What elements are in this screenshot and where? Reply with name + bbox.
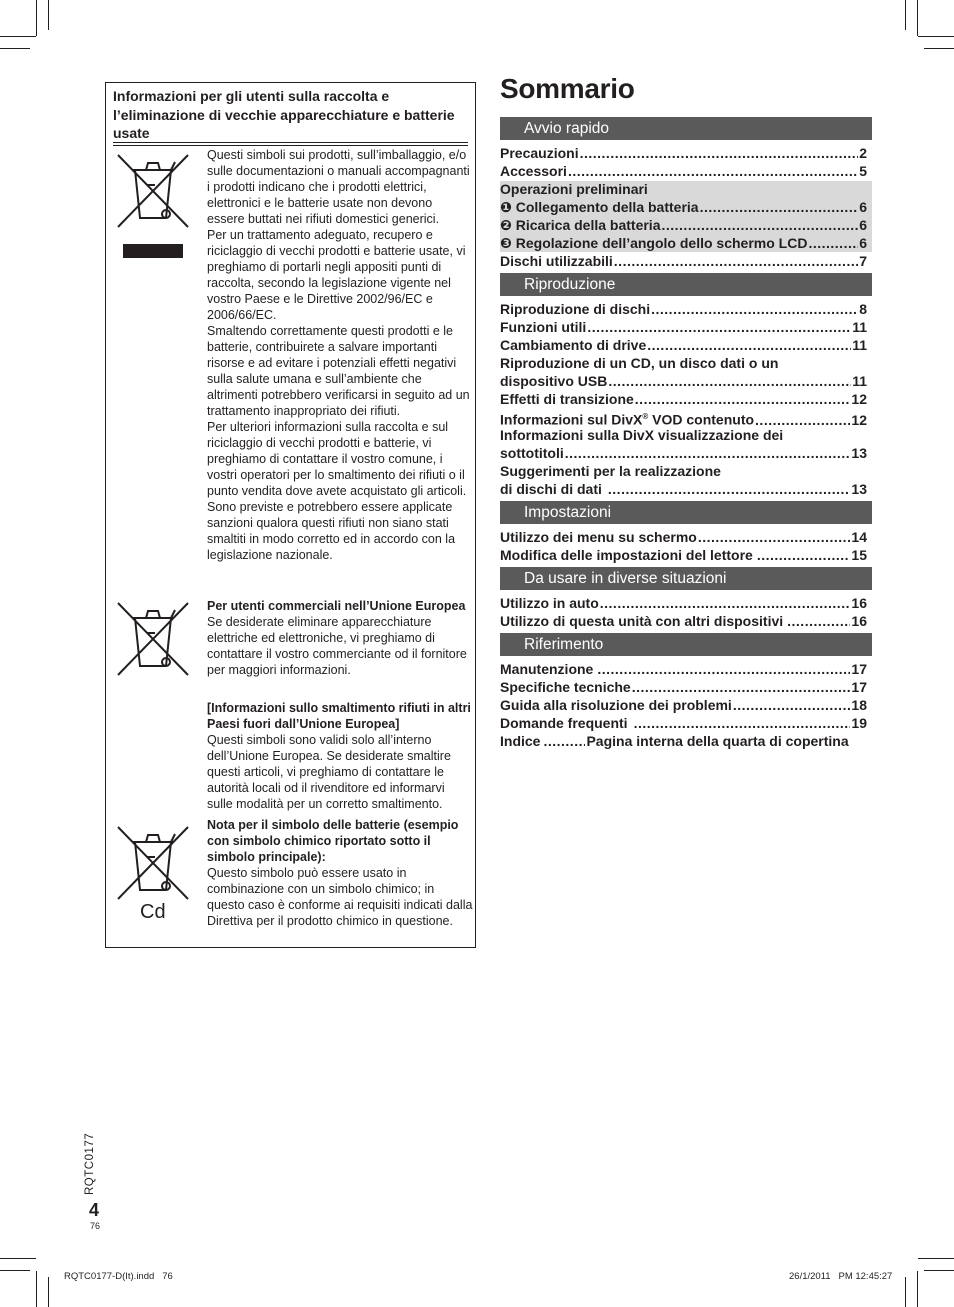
- toc-subheading: Operazioni preliminari: [500, 181, 648, 197]
- page-number: 4: [89, 1200, 100, 1220]
- toc-entry-page: Pagina interna della quarta di copertina: [586, 733, 849, 749]
- toc-entry-page: 18: [851, 697, 867, 713]
- toc-entry-label: Precauzioni: [500, 145, 579, 161]
- leader-dots: [757, 546, 851, 564]
- crossed-out-wheelie-bin-icon: [115, 152, 191, 230]
- page-number-small: 76: [90, 1221, 101, 1231]
- leader-dots: [568, 162, 858, 180]
- business-users-heading: Per utenti commerciali nell’Unione Europea: [207, 599, 466, 613]
- crop-mark: [0, 36, 36, 37]
- non-eu-heading: [Informazioni sullo smaltimento rifiuti in altri Paesi fuori dall’Unione Europea]: [207, 701, 471, 731]
- leader-dots: [698, 528, 851, 546]
- toc-entry-label: Accessori: [500, 163, 567, 179]
- toc-entry[interactable]: [500, 336, 867, 354]
- toc-entry-line: Suggerimenti per la realizzazione: [500, 463, 721, 479]
- toc-entry-label: di dischi di dati: [500, 481, 602, 497]
- paragraph: Sono previste e potrebbero essere applicate sanzioni qualora questi rifiuti non siano stati smaltiti in modo corretto ed in accordo con la legislazione nazionale.: [207, 500, 456, 562]
- toc-entry-label: Utilizzo in auto: [500, 595, 599, 611]
- non-eu-disposal-text: [207, 700, 473, 812]
- crop-mark: [924, 48, 954, 49]
- toc-entry[interactable]: [500, 252, 867, 270]
- toc-entry-label: Indice: [500, 733, 541, 749]
- toc-entry-label: ❸ Regolazione dell’angolo dello schermo LCD: [500, 235, 808, 251]
- toc-entry-label: Domande frequenti: [500, 715, 628, 731]
- toc-entry-label: Effetti di transizione: [500, 391, 634, 407]
- crossed-out-wheelie-bin-icon: [115, 600, 191, 678]
- paragraph: Questo simbolo può essere usato in combinazione con un simbolo chimico; in questo caso è conforme ai requisiti indicati dalla Direttiva per il prodotto chimico in questione.: [207, 866, 473, 928]
- toc-entry-page: 11: [852, 373, 867, 389]
- toc-entry[interactable]: [500, 216, 867, 234]
- toc-entry[interactable]: [500, 528, 867, 546]
- crop-mark: [36, 0, 37, 36]
- leader-dots: [661, 216, 858, 234]
- leader-dots: [587, 318, 851, 336]
- battery-note-heading: Nota per il simbolo delle batterie (esempio con simbolo chimico riportato sotto il simbolo principale):: [207, 818, 459, 864]
- toc-entry-label: Guida alla risoluzione dei problemi: [500, 697, 732, 713]
- leader-dots: [565, 444, 851, 462]
- toc-entry-line: Riproduzione di un CD, un disco dati o un: [500, 355, 779, 371]
- toc-entry-page: 8: [859, 301, 867, 317]
- leader-dots: [733, 696, 851, 714]
- toc-entry-page: 14: [851, 529, 867, 545]
- toc-entry-label: sottotitoli: [500, 445, 564, 461]
- toc-entry-label: dispositivo USB: [500, 373, 608, 389]
- disposal-info-title: Informazioni per gli utenti sulla raccolta e l’eliminazione di vecchie apparecchiature e batterie usate: [113, 88, 455, 141]
- toc-entry-page: 16: [851, 595, 867, 611]
- disposal-general-text: [207, 147, 473, 563]
- leader-dots: [808, 234, 858, 252]
- paragraph: Smaltendo correttamente questi prodotti e le batterie, contribuirete a salvare importanti risorse e ad evitare i potenziali effetti negativi sulla salute umana e sull’ambiente che altrimenti potrebbero verificarsi in seguito ad un trattamento inappropriato dei rifiuti.: [207, 324, 470, 418]
- toc-entry-page: 12: [851, 411, 867, 428]
- toc-entry-label: Utilizzo di questa unità con altri dispositivi: [500, 613, 784, 629]
- toc-entry-label: Riproduzione di dischi: [500, 301, 651, 317]
- toc-entry-page: 19: [851, 715, 867, 731]
- toc-entry-page: 6: [859, 217, 867, 233]
- toc-entry-page: 15: [851, 547, 867, 563]
- crop-mark: [917, 0, 918, 36]
- crop-mark: [0, 48, 30, 49]
- toc-entry-label: Dischi utilizzabili: [500, 253, 613, 269]
- battery-symbol-note: [207, 817, 473, 929]
- page-title: Sommario: [500, 73, 635, 104]
- toc-entry-page: 5: [859, 163, 867, 179]
- toc-entry-label: Modifica delle impostazioni del lettore: [500, 547, 753, 563]
- crop-mark: [0, 1270, 30, 1271]
- toc-entry[interactable]: [500, 660, 867, 678]
- toc-entry-page: 13: [851, 481, 867, 497]
- toc-entry[interactable]: [500, 612, 867, 630]
- divx-label-end: VOD contenuto: [648, 411, 755, 428]
- leader-dots: [787, 612, 850, 630]
- crop-mark: [48, 0, 49, 30]
- registered-mark: ®: [642, 412, 649, 421]
- toc-entry[interactable]: [500, 408, 867, 426]
- leader-dots: [597, 660, 850, 678]
- crop-mark: [0, 1258, 36, 1259]
- toc-entry-label: Cambiamento di drive: [500, 337, 647, 353]
- leader-dots: [647, 336, 851, 354]
- document-code-text: RQTC0177: [84, 1132, 96, 1195]
- section-header-riproduzione: Riproduzione: [500, 273, 872, 296]
- leader-dots: [608, 480, 851, 498]
- leader-dots: [614, 252, 858, 270]
- toc-entry[interactable]: [500, 546, 867, 564]
- toc-entry[interactable]: [500, 372, 867, 390]
- toc-entry-page: 7: [859, 253, 867, 269]
- timestamp: 26/1/2011 PM 12:45:27: [789, 1271, 893, 1282]
- toc-entry-page: 11: [852, 319, 867, 335]
- crop-mark: [905, 0, 906, 30]
- crop-mark: [905, 1277, 906, 1307]
- leader-dots: [632, 678, 851, 696]
- leader-dots: [634, 714, 851, 732]
- toc-entry-page: 16: [851, 613, 867, 629]
- toc-entry-label: Funzioni utili: [500, 319, 587, 335]
- toc-entry-label: ❶ Collegamento della batteria: [500, 199, 699, 215]
- toc-entry[interactable]: [500, 714, 867, 732]
- file-info: RQTC0177-D(It).indd 76: [64, 1271, 173, 1282]
- section-header-situazioni: Da usare in diverse situazioni: [500, 567, 872, 590]
- section-header-riferimento: Riferimento: [500, 633, 872, 656]
- toc-entry[interactable]: [500, 480, 867, 498]
- crop-mark: [917, 1271, 918, 1307]
- crossed-out-wheelie-bin-icon: [115, 824, 191, 902]
- toc-entry-page: 12: [851, 391, 867, 407]
- toc-entry[interactable]: [500, 696, 867, 714]
- toc-entry[interactable]: [500, 594, 867, 612]
- crop-mark: [918, 36, 954, 37]
- crop-mark: [924, 1270, 954, 1271]
- toc-entry-line: Informazioni sulla DivX visualizzazione dei: [500, 427, 784, 443]
- toc-entry-page: 17: [851, 679, 867, 695]
- toc-entry[interactable]: [500, 162, 867, 180]
- leader-dots: [543, 732, 585, 750]
- toc-entry-label: Utilizzo dei menu su schermo: [500, 529, 697, 545]
- crop-mark: [36, 1271, 37, 1307]
- toc-entry-page: 2: [859, 145, 867, 161]
- chemical-symbol-label: Cd: [140, 901, 166, 923]
- toc-entry-label: Manutenzione: [500, 661, 594, 677]
- toc-entry[interactable]: [500, 390, 867, 408]
- toc-entry[interactable]: [500, 732, 867, 750]
- leader-dots: [700, 198, 859, 216]
- section-header-impostazioni: Impostazioni: [500, 501, 872, 524]
- document-code: [84, 1133, 96, 1195]
- paragraph: Questi simboli sono validi solo all’interno dell’Unione Europea. Se desiderate smaltire questi articoli, vi preghiamo di contattare le autorità locali od il rivenditore ed informarvi sulle modalità per un corretto smaltimento.: [207, 733, 451, 811]
- toc-entry-page: 6: [859, 199, 867, 215]
- toc-entry-page: 11: [852, 337, 867, 353]
- toc-entry-label: Specifiche tecniche: [500, 679, 631, 695]
- toc-entry[interactable]: [500, 678, 867, 696]
- crop-mark: [918, 1258, 954, 1259]
- toc-entry[interactable]: [500, 144, 867, 162]
- disposal-info-box: [105, 82, 476, 948]
- leader-dots: [651, 300, 858, 318]
- leader-dots: [635, 390, 851, 408]
- toc-entry[interactable]: [500, 198, 867, 216]
- title-divider: [113, 142, 468, 143]
- business-users-text: [207, 598, 473, 678]
- leader-dots: [600, 594, 851, 612]
- paragraph: Questi simboli sui prodotti, sull’imballaggio, e/o sulle documentazioni o manuali accompagnanti i prodotti indicano che i prodotti elettrici, elettronici e le batterie usate non devono essere buttati nei rifiuti domestici generici.: [207, 148, 470, 226]
- paragraph: Per un trattamento adeguato, recupero e riciclaggio di vecchi prodotti e batterie usate, vi preghiamo di portarli negli appositi punti di raccolta, secondo la legislazione vigente nel vostro Paese e le Direttive 2002/96/EC e 2006/66/EC.: [207, 228, 466, 322]
- crop-mark: [48, 1277, 49, 1307]
- toc-entry-page: 6: [859, 235, 867, 251]
- toc-entry-page: 17: [851, 661, 867, 677]
- leader-dots: [580, 144, 859, 162]
- title-divider: [113, 145, 468, 146]
- toc-entry[interactable]: [500, 234, 867, 252]
- paragraph: Per ulteriori informazioni sulla raccolta e sul riciclaggio di vecchi prodotti e batterie, vi preghiamo di contattare il vostro comune, i vostri operatori per lo smaltimento dei rifiuti o il punto vendita dove avete acquistato gli articoli.: [207, 420, 467, 498]
- toc-entry-label: ❷ Ricarica della batteria: [500, 217, 661, 233]
- toc-entry[interactable]: [500, 300, 867, 318]
- leader-dots: [608, 372, 851, 390]
- divx-label-start: Informazioni sul DivX: [500, 411, 643, 428]
- paragraph: Se desiderate eliminare apparecchiature elettriche ed elettroniche, vi preghiamo di contattare il vostro commerciante od il fornitore per maggiori informazioni.: [207, 615, 467, 677]
- black-bar-mark: [123, 244, 183, 258]
- toc-entry[interactable]: [500, 444, 867, 462]
- toc-entry-page: 13: [851, 445, 867, 461]
- toc-entry[interactable]: [500, 318, 867, 336]
- section-header-avvio: Avvio rapido: [500, 117, 872, 140]
